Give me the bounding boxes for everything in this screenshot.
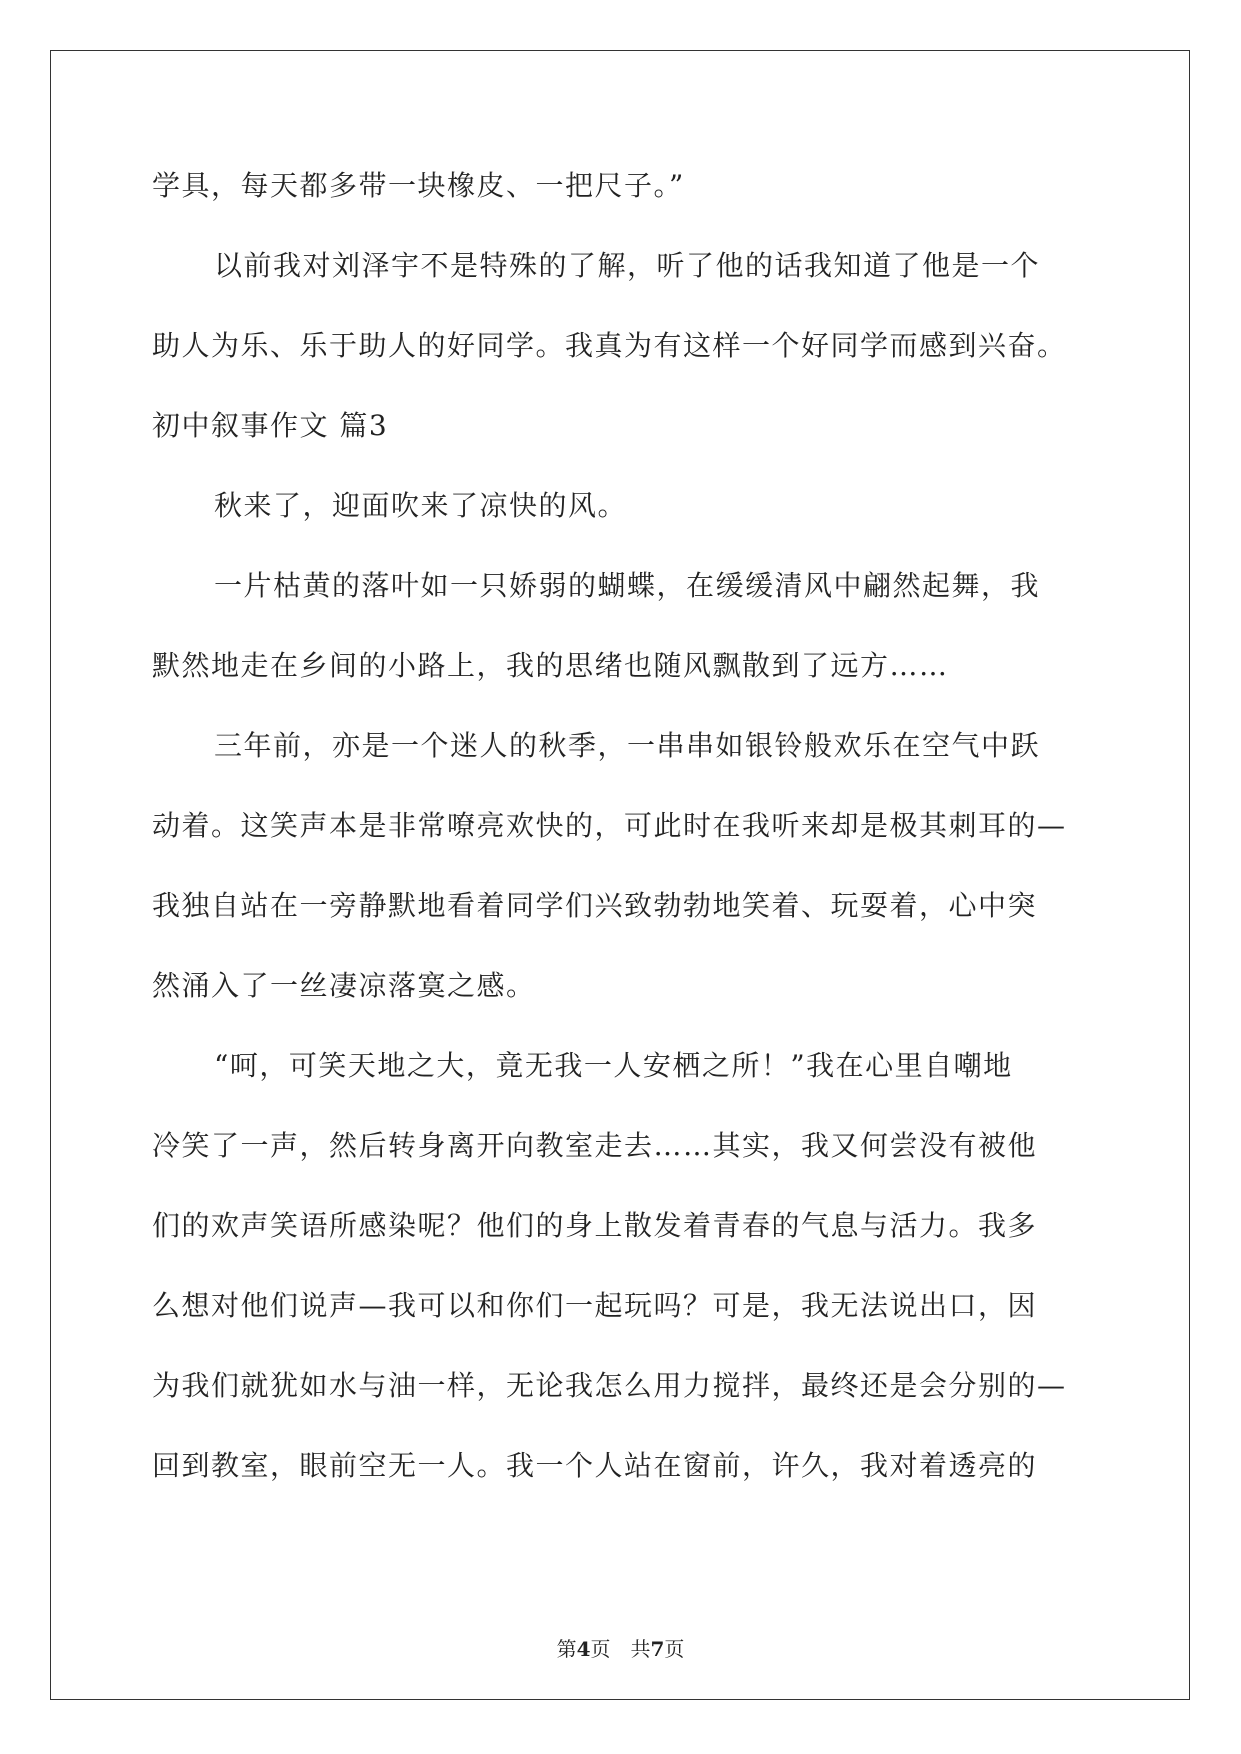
text-line: 默然地走在乡间的小路上，我的思绪也随风飘散到了远方…… [152,649,949,682]
text-line: 为我们就犹如水与油一样，无论我怎么用力搅拌，最终还是会分别的— [152,1369,1067,1402]
text-line: 以前我对刘泽宇不是特殊的了解，听了他的话我知道了他是一个 [214,249,1041,282]
footer-middle: 页 共 [590,1637,651,1661]
footer-prefix: 第 [556,1637,577,1661]
text-line: “呵，可笑天地之大，竟无我一人安栖之所！”我在心里自嘲地 [214,1049,1013,1082]
text-line: 学具，每天都多带一块橡皮、一把尺子。” [152,169,685,202]
document-body [152,158,1092,1518]
text-line: 们的欢声笑语所感染呢？他们的身上散发着青春的气息与活力。我多 [152,1209,1038,1242]
section-heading: 初中叙事作文 篇3 [152,409,389,442]
text-line: 然涌入了一丝凄凉落寞之感。 [152,969,536,1002]
total-page-number: 7 [650,1637,665,1661]
text-line: 么想对他们说声—我可以和你们一起玩吗？可是，我无法说出口，因 [152,1289,1038,1322]
page-number-footer [0,1633,1241,1662]
text-line: 秋来了，迎面吹来了凉快的风。 [214,489,628,522]
text-line: 动着。这笑声本是非常嘹亮欢快的，可此时在我听来却是极其刺耳的— [152,809,1067,842]
text-line: 一片枯黄的落叶如一只娇弱的蝴蝶，在缓缓清风中翩然起舞，我 [214,569,1041,602]
text-line: 冷笑了一声，然后转身离开向教室走去……其实，我又何尝没有被他 [152,1129,1038,1162]
footer-suffix: 页 [664,1637,685,1661]
text-line: 我独自站在一旁静默地看着同学们兴致勃勃地笑着、玩耍着，心中突 [152,889,1038,922]
text-line: 助人为乐、乐于助人的好同学。我真为有这样一个好同学而感到兴奋。 [152,329,1067,362]
text-line: 三年前，亦是一个迷人的秋季，一串串如银铃般欢乐在空气中跃 [214,729,1041,762]
current-page-number: 4 [576,1637,591,1661]
text-line: 回到教室，眼前空无一人。我一个人站在窗前，许久，我对着透亮的 [152,1449,1038,1482]
